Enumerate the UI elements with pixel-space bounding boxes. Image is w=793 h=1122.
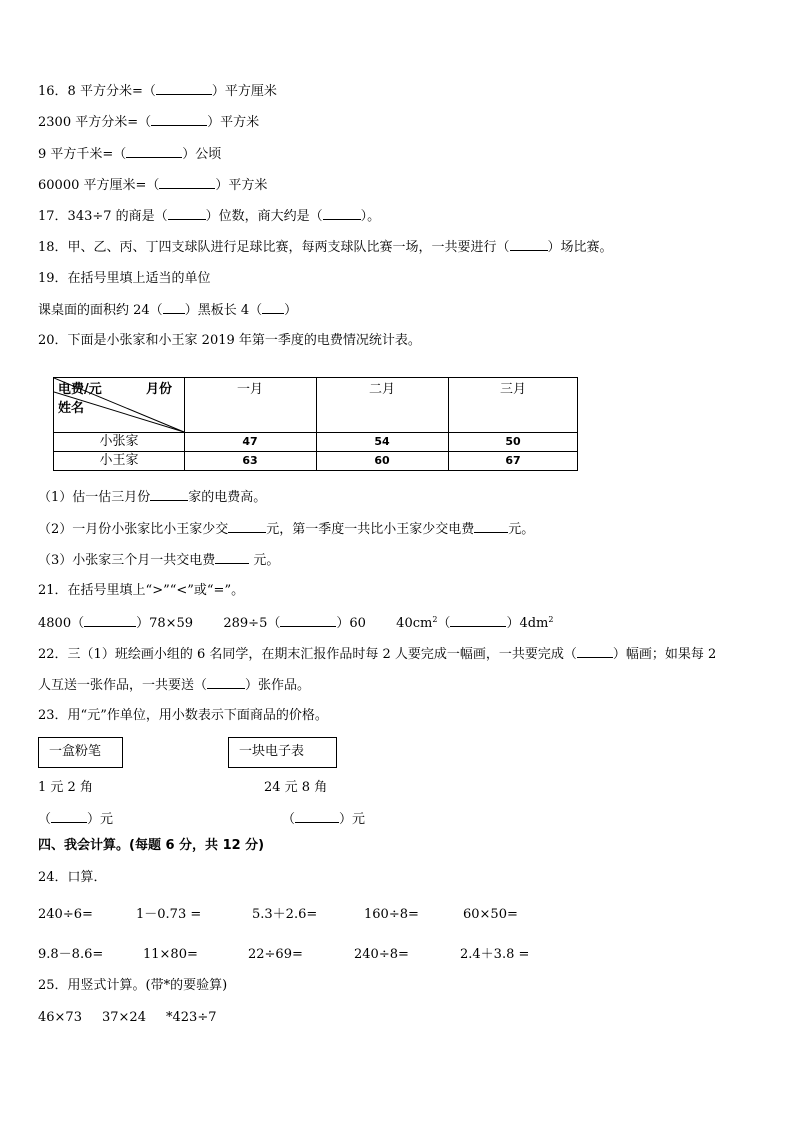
fee-value: 63: [242, 454, 258, 467]
answer-blank[interactable]: [126, 145, 182, 158]
q18-text: ）场比赛。: [547, 240, 613, 255]
answer-blank[interactable]: [323, 207, 361, 220]
q20-text: 元。: [508, 522, 535, 537]
q20-text: 家的电费高。: [188, 490, 267, 505]
q16-text: 60000 平方厘米=（: [38, 178, 160, 193]
vertical-calc-item: *423÷7: [166, 1010, 217, 1025]
answer-blank[interactable]: [215, 551, 249, 564]
q23-text: ）元: [339, 812, 366, 827]
q16-unit: ）公顷: [182, 147, 222, 162]
q19-title: 19．在括号里填上适当的单位: [38, 271, 211, 286]
answer-blank[interactable]: [168, 207, 206, 220]
item-chalk-box: 一盒粉笔: [38, 737, 123, 768]
electricity-fee-table: [53, 377, 578, 471]
month-header: 三月: [499, 382, 526, 397]
q22-text: ）幅画；如果每 2: [612, 647, 717, 662]
answer-blank[interactable]: [151, 113, 207, 126]
q22-line-2: [38, 676, 310, 695]
answer-blank[interactable]: [156, 82, 212, 95]
q19-text: ）: [284, 303, 298, 318]
q17-text: 17．343÷7 的商是（: [38, 209, 168, 224]
q25-title: 25．用竖式计算。(带*的要验算): [38, 978, 228, 993]
answer-blank[interactable]: [262, 301, 284, 314]
q21-text: 4800（: [38, 616, 85, 631]
q22-text: 人互送一张作品，一共要送（: [38, 678, 208, 693]
q16-text: 2300 平方分米=（: [38, 115, 152, 130]
exponent: 2: [548, 615, 554, 624]
answer-chalk: [38, 810, 113, 829]
q20-text: （1）估一估三月份: [38, 490, 151, 505]
answer-blank[interactable]: [450, 614, 506, 627]
calc-item: 160÷8=: [364, 907, 419, 922]
q21-line: [38, 614, 553, 633]
q18: [38, 238, 613, 257]
q16-line-2: [38, 113, 259, 132]
q17: [38, 207, 380, 226]
q16-text: 16．8 平方分米=（: [38, 84, 156, 99]
answer-blank[interactable]: [510, 238, 548, 251]
row-name: 小王家: [99, 453, 139, 468]
q18-text: 18．甲、乙、丙、丁四支球队进行足球比赛，每两支球队比赛一场，一共要进行（: [38, 240, 510, 255]
fee-value: 50: [505, 435, 521, 448]
vertical-calc-item: 46×73: [38, 1010, 82, 1025]
answer-blank[interactable]: [228, 520, 266, 533]
fee-value: 54: [374, 435, 390, 448]
section-heading: 四、我会计算。(每题 6 分，共 12 分): [38, 838, 265, 853]
answer-blank[interactable]: [159, 176, 215, 189]
exponent: 2: [432, 615, 438, 624]
calc-item: 2.4＋3.8 =: [460, 947, 530, 962]
month-header: 一月: [236, 382, 263, 397]
q20-sub2: [38, 520, 534, 539]
q17-text: ）。: [360, 209, 381, 224]
q19-text: ）黑板长 4（: [184, 303, 263, 318]
q17-text: ）位数，商大约是（: [205, 209, 323, 224]
q21-title: 21．在括号里填上“>”“<”或“=”。: [38, 583, 245, 598]
q20-text: （3）小张家三个月一共交电费: [38, 553, 216, 568]
fee-value: 67: [505, 454, 521, 467]
q16-line-4: [38, 176, 267, 195]
q21-text: ）78×59: [136, 616, 194, 631]
q24-title: 24．口算．: [38, 870, 107, 885]
fee-value: 60: [374, 454, 390, 467]
header-fee: 电费/元: [58, 382, 102, 397]
q22-text: ）张作品。: [245, 678, 311, 693]
q20-title: 20．下面是小张家和小王家 2019 年第一季度的电费情况统计表。: [38, 333, 421, 348]
q21-text: （: [437, 616, 451, 631]
row-name: 小张家: [99, 434, 139, 449]
q16-unit: ）平方厘米: [211, 84, 277, 99]
q16-line-1: [38, 82, 277, 101]
calc-item: 240÷6=: [38, 907, 93, 922]
vertical-calc-item: 37×24: [102, 1010, 146, 1025]
q20-sub3: [38, 551, 279, 570]
month-header: 二月: [368, 382, 395, 397]
q23-text: ）元: [87, 812, 114, 827]
answer-blank[interactable]: [474, 520, 508, 533]
q16-text: 9 平方千米=（: [38, 147, 127, 162]
answer-blank[interactable]: [163, 301, 185, 314]
header-name: 姓名: [58, 401, 85, 416]
q21-text: 289÷5（: [223, 616, 281, 631]
answer-watch: [282, 810, 365, 829]
q16-line-3: [38, 145, 221, 164]
q19-line: [38, 301, 297, 320]
answer-blank[interactable]: [51, 810, 87, 823]
q16-unit: ）平方米: [207, 115, 260, 130]
q21-text: ）4dm: [506, 616, 549, 631]
price-watch: 24 元 8 角: [264, 780, 328, 795]
q22-line-1: [38, 645, 716, 664]
q23-text: （: [282, 812, 296, 827]
q16-unit: ）平方米: [215, 178, 268, 193]
price-chalk: 1 元 2 角: [38, 780, 93, 795]
q20-sub1: [38, 488, 266, 507]
calc-item: 9.8－8.6=: [38, 947, 104, 962]
answer-blank[interactable]: [84, 614, 136, 627]
q22-text: 22．三（1）班绘画小组的 6 名同学，在期末汇报作品时每 2 人要完成一幅画，一共要完成（: [38, 647, 577, 662]
q19-text: 课桌面的面积约 24（: [38, 303, 163, 318]
q20-text: 元。: [249, 553, 280, 568]
calc-item: 1－0.73 =: [136, 907, 202, 922]
calc-item: 5.3＋2.6=: [252, 907, 318, 922]
q20-text: 元，第一季度一共比小王家少交电费: [266, 522, 475, 537]
q23-title: 23．用“元”作单位，用小数表示下面商品的价格。: [38, 708, 328, 723]
item-watch-box: 一块电子表: [228, 737, 337, 768]
calc-item: 11×80=: [143, 947, 198, 962]
answer-blank[interactable]: [207, 676, 245, 689]
calc-item: 240÷8=: [354, 947, 409, 962]
q20-text: （2）一月份小张家比小王家少交: [38, 522, 229, 537]
answer-blank[interactable]: [280, 614, 336, 627]
header-month: 月份: [146, 382, 173, 397]
q21-text: ）60: [336, 616, 366, 631]
calc-item: 60×50=: [463, 907, 518, 922]
q21-text: 40cm: [396, 616, 433, 631]
answer-blank[interactable]: [150, 488, 188, 501]
calc-item: 22÷69=: [248, 947, 303, 962]
q23-text: （: [38, 812, 52, 827]
answer-blank[interactable]: [295, 810, 339, 823]
fee-value: 47: [242, 435, 258, 448]
answer-blank[interactable]: [577, 645, 613, 658]
